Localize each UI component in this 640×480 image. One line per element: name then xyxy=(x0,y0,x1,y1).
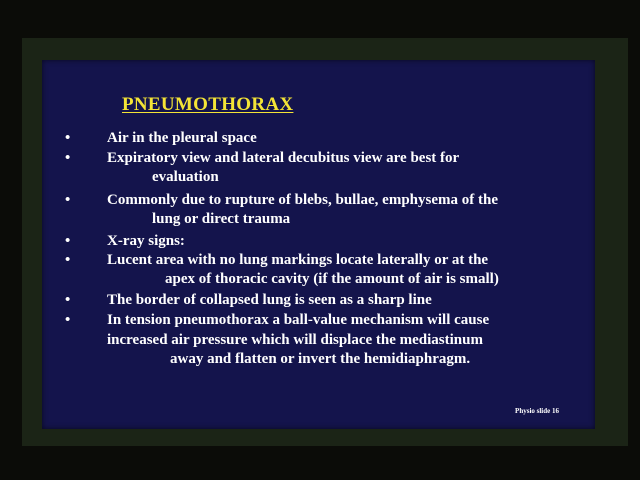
bullet-line: Lucent area with no lung markings locate laterally or at the xyxy=(107,252,489,268)
bullet-line: lung or direct trauma xyxy=(152,211,291,227)
slide xyxy=(42,60,595,429)
bullet-dot: • xyxy=(65,233,71,249)
bullet-line: The border of collapsed lung is seen as a sharp line xyxy=(107,292,432,308)
bullet-dot: • xyxy=(65,192,71,208)
bullet-line: evaluation xyxy=(152,169,219,185)
bullet-line: Air in the pleural space xyxy=(107,130,257,146)
bullet-dot: • xyxy=(65,252,71,268)
slide-title: PNEUMOTHORAX xyxy=(122,94,294,115)
bullet-dot: • xyxy=(65,312,71,328)
bullet-line: increased air pressure which will displace the mediastinum xyxy=(107,332,483,348)
bullet-dot: • xyxy=(65,130,71,146)
bullet-line: away and flatten or invert the hemidiaphragm. xyxy=(170,351,471,367)
bullet-line: In tension pneumothorax a ball-value mechanism will cause xyxy=(107,312,490,328)
bullet-line: Expiratory view and lateral decubitus view are best for xyxy=(107,150,460,166)
bullet-line: X-ray signs: xyxy=(107,233,185,249)
bullet-dot: • xyxy=(65,150,71,166)
slide-footer: Physio slide 16 xyxy=(515,407,559,415)
bullet-line: apex of thoracic cavity (if the amount of air is small) xyxy=(165,271,499,287)
bullet-line: Commonly due to rupture of blebs, bullae, emphysema of the xyxy=(107,192,498,208)
bullet-dot: • xyxy=(65,292,71,308)
